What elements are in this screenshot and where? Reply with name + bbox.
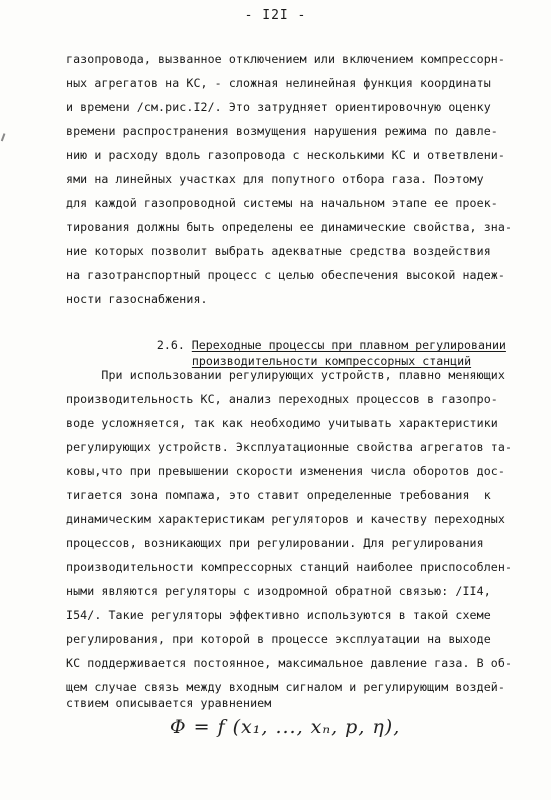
text-line: ности газоснабжения.	[66, 292, 208, 306]
text-line: ями на линейных участках для попутного отбора газа. Поэтому	[66, 172, 484, 186]
text-line: щем случае связь между входным сигналом и регулирующим воздей-	[66, 680, 505, 694]
text-line: на газотранспортный процесс с целью обеспечения высокой надеж-	[66, 268, 505, 282]
text-line: регулирующих устройств. Эксплуатационные свойства агрегатов та-	[66, 440, 513, 454]
section-title-line-2: производительности компрессорных станций	[191, 354, 472, 368]
text-line: и времени /см.рис.I2/. Это затрудняет ориентировочную оценку	[66, 100, 491, 114]
page-number: - I2I -	[244, 8, 307, 23]
text-line: регулирования, при которой в процессе эксплуатации на выходе	[66, 632, 491, 646]
margin-mark	[1, 133, 9, 143]
text-line: времени распространения возмущения нарушения режима по давле-	[66, 124, 498, 138]
text-line: для каждой газопроводной системы на начальном этапе ее проек-	[66, 196, 498, 210]
formula: Φ = f (x₁, ..., xₙ, p, η),	[170, 716, 401, 738]
text-line: тирования должны быть определены ее динамические свойства, зна-	[66, 220, 513, 234]
section-number: 2.6.	[156, 338, 185, 352]
text-line: КС поддерживается постоянное, максимальное давление газа. В об-	[66, 656, 513, 670]
text-line: тигается зона помпажа, это ставит определенные требования к	[66, 488, 491, 502]
text-line: ных агрегатов на КС, - сложная нелинейная функция координаты	[66, 76, 491, 90]
text-line: ными являются регуляторы с изодромной обратной связью: /II4,	[66, 584, 491, 598]
text-line: ствием описывается уравнением	[66, 696, 272, 710]
text-line: I54/. Такие регуляторы эффективно используются в такой схеме	[66, 608, 491, 622]
text-line: При использовании регулирующих устройств, плавно меняющих	[66, 368, 505, 382]
section-title-line-1: Переходные процессы при плавном регулировании	[191, 338, 506, 352]
text-line: производительности компрессорных станций наиболее приспособлен-	[66, 560, 513, 574]
text-line: производительность КС, анализ переходных процессов в газопро-	[66, 392, 498, 406]
text-line: воде усложняется, так как необходимо учитывать характеристики	[66, 416, 498, 430]
text-line: процессов, возникающих при регулировании. Для регулирования	[66, 536, 484, 550]
text-line: динамическим характеристикам регуляторов и качеству переходных	[66, 512, 505, 526]
text-line: нию и расходу вдоль газопровода с несколькими КС и ответвлени-	[66, 148, 505, 162]
text-line: ние которых позволит выбрать адекватные средства воздействия	[66, 244, 491, 258]
text-line: газопровода, вызванное отключением или включением компрессорн-	[66, 52, 505, 66]
text-line: ковы,что при превышении скорости изменения числа оборотов дос-	[66, 464, 505, 478]
